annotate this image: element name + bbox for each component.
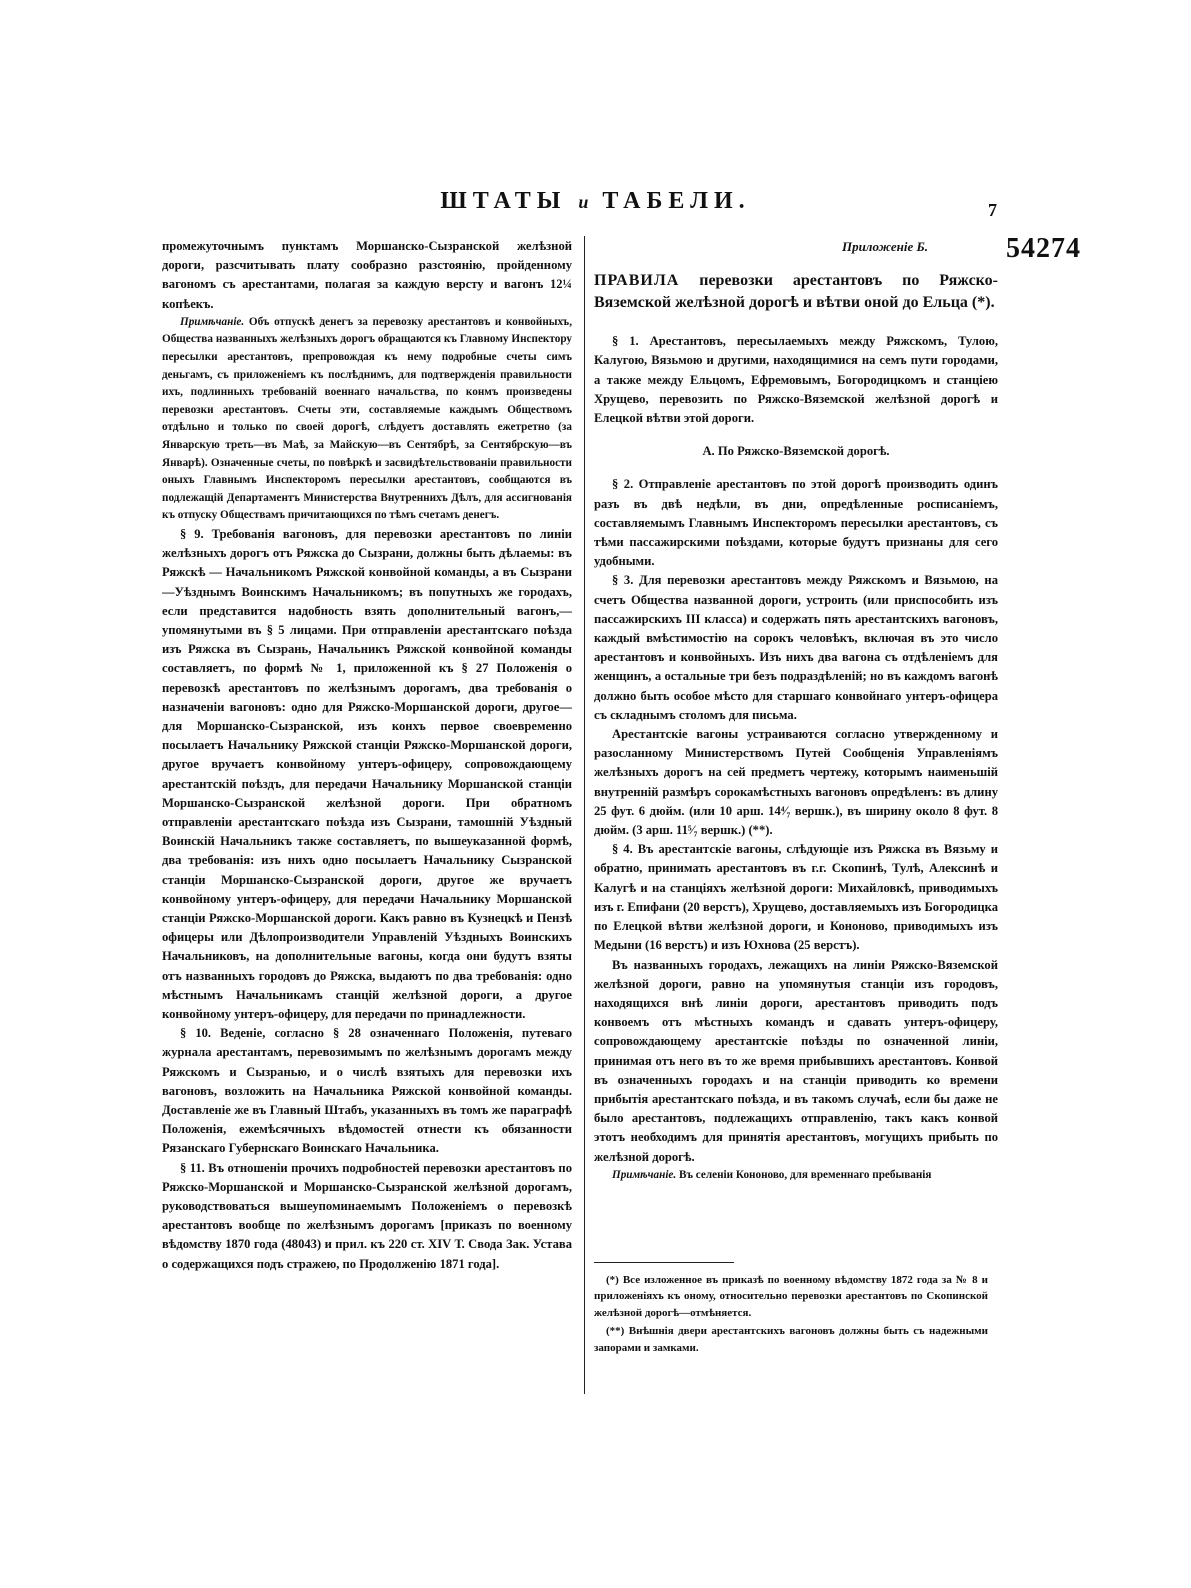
- rules-title-rest: перевозки арестантовъ по Ряжско-Вяземской желѣзной дорогѣ и вѣтви оной до Ельца (*).: [594, 272, 999, 312]
- left-paragraph-continuation: промежуточнымъ пунктамъ Моршанско-Сызранской желѣзной дороги, разсчитывать плату сообразно разстоянію, пройденному вагономъ съ арестантами, полагая за каждую версту и вагонъ 12¼ копѣекъ.: [162, 239, 572, 311]
- section-4: § 4. Въ арестантскіе вагоны, слѣдующіе изъ Ряжска въ Вязьму и обратно, принимать арестантовъ въ г.г. Скопинѣ, Тулѣ, Алексинѣ и Калугѣ и на станціяхъ желѣзной дороги: Михайловкѣ, приводимыхъ изъ г. Епифани (20 верстъ), Хрущево, доставляемыхъ изъ Богородицка по Елецкой вѣтви желѣзной дороги, и Кононово, приводимыхъ изъ Медыни (16 верстъ) и изъ Юхнова (25 верстъ).: [594, 842, 998, 953]
- left-note: [162, 314, 572, 525]
- page-number: 7: [988, 200, 997, 220]
- footnote-1: (*) Все изложенное въ приказѣ по военному вѣдомству 1872 года за № 8 и приложеніяхъ къ оному, относительно перевозки арестантовъ по Скопинской желѣзной дорогѣ—отмѣняется.: [594, 1274, 988, 1319]
- section-3-continued: Арестантскіе вагоны устраиваются согласно утвержденному и разосланному Министерствомъ Путей Сообщенія Управленіямъ желѣзныхъ дорогъ на сей предметъ чертежу, которымъ наименьшій внутренній размѣръ сорокамѣстныхъ вагоновъ опредѣленъ: въ длину 25 фут. 6 дюйм. (или 10 арш. 14⁴⁄₇ вершк.), въ ширину около 8 фут. 8 дюйм. (3 арш. 11⁵⁄₇ вершк.) (**).: [594, 727, 998, 838]
- section-2: § 2. Отправленіе арестантовъ по этой дорогѣ производить одинъ разъ въ двѣ недѣли, въ дни, опредѣленные росписаніемъ, составляемымъ Главнымъ Инспекторомъ пересылки арестантовъ, съ тѣми пассажирскими поѣздами, которые будутъ признаны для сего удобными.: [594, 477, 998, 569]
- section-3: § 3. Для перевозки арестантовъ между Ряжскомъ и Вязьмою, на счетъ Общества названной дороги, устроить (или приспособить изъ пассажирскихъ III класса) и содержать пять арестантскихъ вагоновъ, каждый вмѣстимостію на сорокъ человѣкъ, включая въ это число арестантовъ и конвойныхъ. Изъ нихъ два вагона съ отдѣленіемъ для женщинъ, а остальные три безъ подраздѣленій; но въ каждомъ вагонѣ должно быть особое мѣсто для старшаго конвойнаго унтеръ-офицера съ складнымъ столомъ для письма.: [594, 573, 998, 722]
- subsection-heading: А. По Ряжско-Вяземской дорогѣ.: [702, 444, 890, 459]
- section-11: § 11. Въ отношеніи прочихъ подробностей перевозки арестантовъ по Ряжско-Моршанской и Моршанско-Сызранской желѣзной дорогамъ, руководствоваться вышеупоминаемымъ Положеніемъ о перевозкѣ арестантовъ вообще по желѣзнымъ дорогамъ [приказъ по военному вѣдомству 1870 года (48043) и прил. къ 220 ст. XIV Т. Свода Зак. Устава о содержащихся подъ стражею, по Продолженію 1871 года].: [162, 1160, 572, 1271]
- section-10: § 10. Веденіе, согласно § 28 означеннаго Положенія, путеваго журнала арестантамъ, перевозимымъ по желѣзнымъ дорогамъ между Ряжскомъ и Сызранью, и о числѣ взятыхъ для перевозки ихъ вагоновъ, возложить на Начальника Ряжской конвойной команды. Доставленіе же въ Главный Штабъ, указанныхъ въ томъ же параграфѣ Положенія, ежемѣсячныхъ вѣдомостей отнести къ обязанности Рязанскаго Губернскаго Воинскаго Начальника.: [162, 1026, 572, 1156]
- document-number: 54274: [1006, 233, 1081, 264]
- column-divider: [584, 236, 585, 1394]
- rules-title-cap: ПРАВИЛА: [594, 272, 680, 290]
- rules-title: [594, 270, 998, 314]
- section-9: § 9. Требованія вагоновъ, для перевозки арестантовъ по линіи желѣзныхъ дорогъ отъ Ряжска до Сызрани, должны быть дѣлаемы: въ Ряжскѣ — Начальникомъ Ряжской конвойной команды, а въ Сызрани—Уѣзднымъ Воинскимъ Начальникомъ; въ попутныхъ же городахъ, если представится надобность взять дополнительный вагонъ,—упомянутыми въ § 5 лицами. При отправленіи арестантскаго поѣзда изъ Ряжска въ Сызрань, Начальникъ Ряжской конвойной команды составляетъ, по формѣ № 1, приложенной къ § 27 Положенія о перевозкѣ арестантовъ по желѣзнымъ дорогамъ, два требованія о назначеніи вагоновъ: одно для Ряжско-Моршанской дороги, другое—для Моршанско-Сызранской, изъ конхъ первое своевременно посылаетъ Начальнику Ряжской станціи Ряжско-Моршанской дороги, другое вручаетъ конвойному унтеръ-офицеру, сопровождающему арестантскій поѣздъ, для передачи Начальнику Моршанской станціи Моршанско-Сызранской желѣзной дороги. При обратномъ отправленіи арестантскаго поѣзда изъ Сызрани, тамошній Уѣздный Воинскій Начальникъ также составляетъ, по вышеуказанной формѣ, два требованія: изъ нихъ одно посылаетъ Начальнику Сызранской станціи Моршанско-Сызранской дороги, другое же вручаетъ конвойному унтеръ-офицеру, для передачи Начальнику Моршанской станціи Ряжско-Моршанской дороги. Какъ равно въ Кузнецкѣ и Пензѣ офицеры или Дѣлопроизводители Управленій Уѣздныхъ Воинскихъ Начальниковъ, на дополнительные вагоны, когда они будутъ взяты отъ названныхъ городовъ до Ряжска, выдаютъ по два требованія: одно мѣстнымъ Начальникамъ станцій желѣзной дороги, а другое конвойному унтеръ-офицеру, для передачи по принадлежности.: [162, 526, 572, 1022]
- left-note-label: Примѣчаніе.: [180, 315, 245, 328]
- header-title-end: ТАБЕЛИ.: [602, 188, 751, 214]
- left-note-text: Объ отпускѣ денегъ за перевозку арестантовъ и конвойныхъ, Общества названныхъ желѣзныхъ дорогъ обращаются къ Главному Инспектору пересылки арестантовъ, препровождая къ нему подробные счеты симъ деньгамъ, съ приложеніемъ къ послѣднимъ, для подтвержденія правильности ихъ, подлинныхъ требованій военнаго начальства, по конмъ произведены перевозки арестантовъ. Счеты эти, составляемые каждымъ Обществомъ отдѣльно и только по своей дорогѣ, слѣдуетъ доставлять ежетретно (за Январскую треть—въ Маѣ, за Майскую—въ Сентябрѣ, за Сентябрскую—въ Январѣ). Означенные счеты, по повѣркѣ и засвидѣтельствованіи правильности оныхъ Главнымъ Инспекторомъ пересылки арестантовъ, сообщаются въ подлежащій Департаментъ Министерства Внутреннихъ Дѣлъ, для ассигнованія къ отпуску Обществамъ причитающихся по тѣмъ счетамъ денегъ.: [162, 315, 573, 522]
- header-title-main: ШТАТЫ: [440, 188, 567, 214]
- footnote-rule: [594, 1262, 734, 1263]
- page-header-title: [0, 188, 1191, 215]
- right-column: [594, 237, 998, 1184]
- right-note: [594, 1167, 998, 1185]
- section-4-continued: Въ названныхъ городахъ, лежащихъ на линіи Ряжско-Вяземской желѣзной дороги, равно на упомянутыя станціи изъ городовъ, находящихся внѣ линіи дороги, арестантовъ приводить подъ конвоемъ отъ мѣстныхъ командъ и сдавать унтеръ-офицеру, сопровождающему арестантскіе поѣзды по означенной линіи, принимая отъ него въ то же время прибывшихъ арестантовъ. Конвой въ означенныхъ городахъ и на станціи приводить ко времени прибытія арестантскаго поѣзда, и въ такомъ случаѣ, если бы даже не было арестантовъ, подлежащихъ отправленію, такъ какъ конвой этотъ необходимъ для принятія арестантовъ, могущихъ прибыть по желѣзной дорогѣ.: [594, 957, 998, 1164]
- header-title-and: и: [578, 192, 591, 212]
- appendix-label: Приложеніе Б.: [841, 239, 928, 254]
- section-1: § 1. Арестантовъ, пересылаемыхъ между Ряжскомъ, Тулою, Калугою, Вязьмою и другими, находящимися на семъ пути городами, а также между Ельцомъ, Ефремовымъ, Богородицкомъ и станціею Хрущево, перевозить по Ряжско-Вяземской желѣзной дорогѣ и Елецкой вѣтви этой дороги.: [594, 334, 998, 426]
- right-note-label: Примѣчаніе.: [612, 1168, 677, 1181]
- footnotes: [594, 1272, 988, 1358]
- right-note-text: Въ селеніи Кононово, для временнаго пребыванія: [679, 1168, 932, 1181]
- left-column: [162, 237, 572, 1274]
- footnote-2: (**) Внѣшнія двери арестантскихъ вагоновъ должны быть съ надежными запорами и замками.: [594, 1325, 988, 1354]
